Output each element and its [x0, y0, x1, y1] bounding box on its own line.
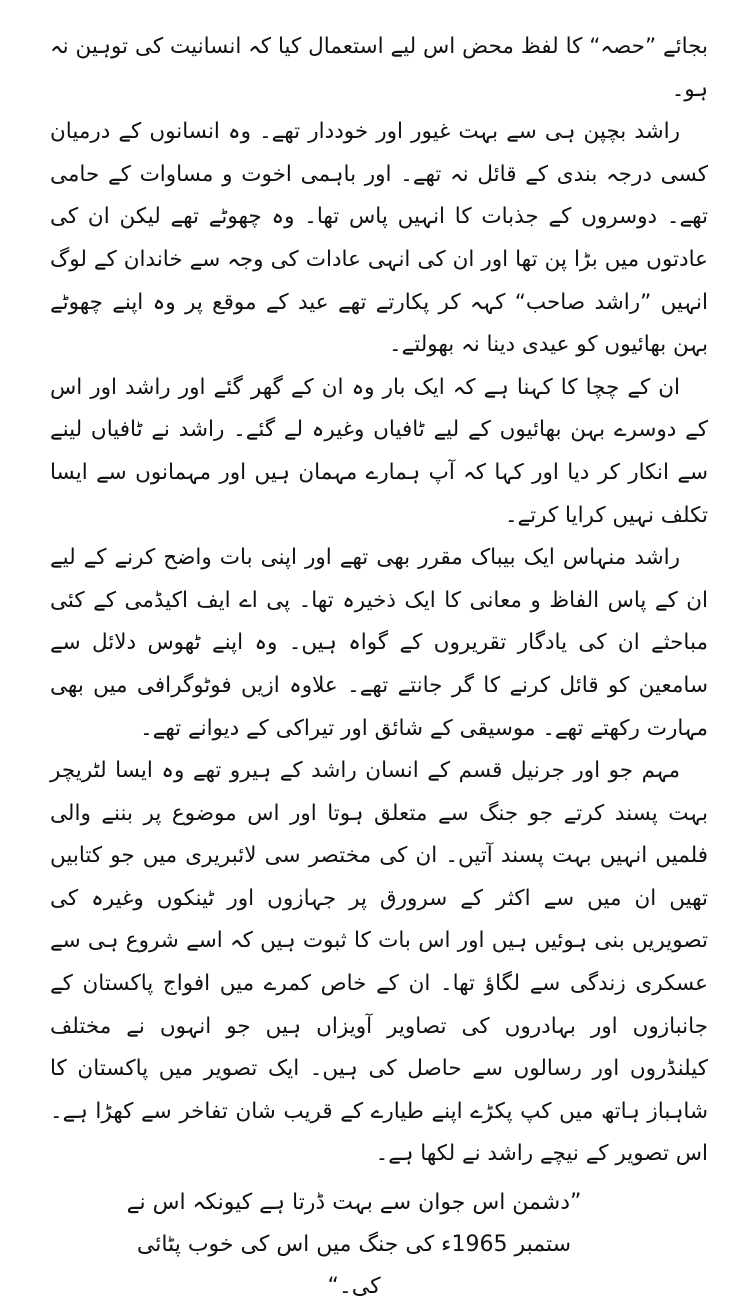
quotation: ”دشمن اس جوان سے بہت ڈرتا ہے کیونکہ اس نے ستمبر 1965ء کی جنگ میں اس کی خوب پٹائی کی۔“ [126, 1190, 582, 1300]
paragraph-5: مہم جو اور جرنیل قسم کے انسان راشد کے ہیرو تھے وہ ایسا لٹریچر بہت پسند کرتے جو جنگ سے متعلق ہوتا اور اس موضوع پر بننے والی فلمیں انہیں بہت پسند آتیں۔ ان کی مختصر سی لائبریری میں جو کتابیں تھیں ان میں سے اکثر کے سرورق پر جہازوں اور ٹینکوں وغیرہ کی تصویریں بنی ہوئیں ہیں اور اس بات کا ثبوت ہیں کہ اسے شروع ہی سے عسکری زندگی سے لگاؤ تھا۔ ان کے خاص کمرے میں افواج پاکستان کے جانبازوں اور بہادروں کی تصاویر آویزاں ہیں جو انہوں نے مختلف کیلنڈروں اور رسالوں سے حاصل کی ہیں۔ ایک تصویر میں پاکستان کا شاہباز ہاتھ میں کپ پکڑے اپنے طیارے کے قریب شان تفاخر سے کھڑا ہے۔ اس تصویر کے نیچے راشد نے لکھا ہے۔ [50, 758, 708, 1167]
paragraph-2: راشد بچپن ہی سے بہت غیور اور خوددار تھے۔ وہ انسانوں کے درمیان کسی درجہ بندی کے قائل نہ تھے۔ اور باہمی اخوت و مساوات کے حامی تھے۔ دوسروں کے جذبات کا انہیں پاس تھا۔ وہ چھوٹے تھے لیکن ان کی عادتوں میں بڑا پن تھا اور ان کی انہی عادات کی وجہ سے خاندان کے لوگ انہیں ”راشد صاحب“ کہہ کر پکارتے تھے عید کے موقع پر وہ اپنے چھوٹے بہن بھائیوں کو عیدی دینا نہ بھولتے۔ [50, 119, 708, 358]
paragraph-3: ان کے چچا کا کہنا ہے کہ ایک بار وہ ان کے گھر گئے اور راشد اور اس کے دوسرے بہن بھائیوں کے لیے ٹافیاں وغیرہ لے گئے۔ راشد نے ٹافیاں لینے سے انکار کر دیا اور کہا کہ آپ ہمارے مہمان ہیں اور مہمانوں سے ایسا تکلف نہیں کرایا کرتے۔ [50, 374, 708, 528]
paragraph-4: راشد منہاس ایک بیباک مقرر بھی تھے اور اپنی بات واضح کرنے کے لیے ان کے پاس الفاظ و معانی کا ایک ذخیرہ تھا۔ پی اے ایف اکیڈمی کے کئی مباحثے ان کی یادگار تقریروں کے گواہ ہیں۔ وہ اپنے ٹھوس دلائل سے سامعین کو قائل کرنے کا گر جانتے تھے۔ علاوہ ازیں فوٹوگرافی میں بھی مہارت رکھتے تھے۔ موسیقی کے شائق اور تیراکی کے دیوانے تھے۔ [50, 545, 708, 741]
paragraph-1: بجائے ”حصہ“ کا لفظ محض اس لیے استعمال کیا کہ انسانیت کی توہین نہ ہو۔ [50, 34, 708, 102]
